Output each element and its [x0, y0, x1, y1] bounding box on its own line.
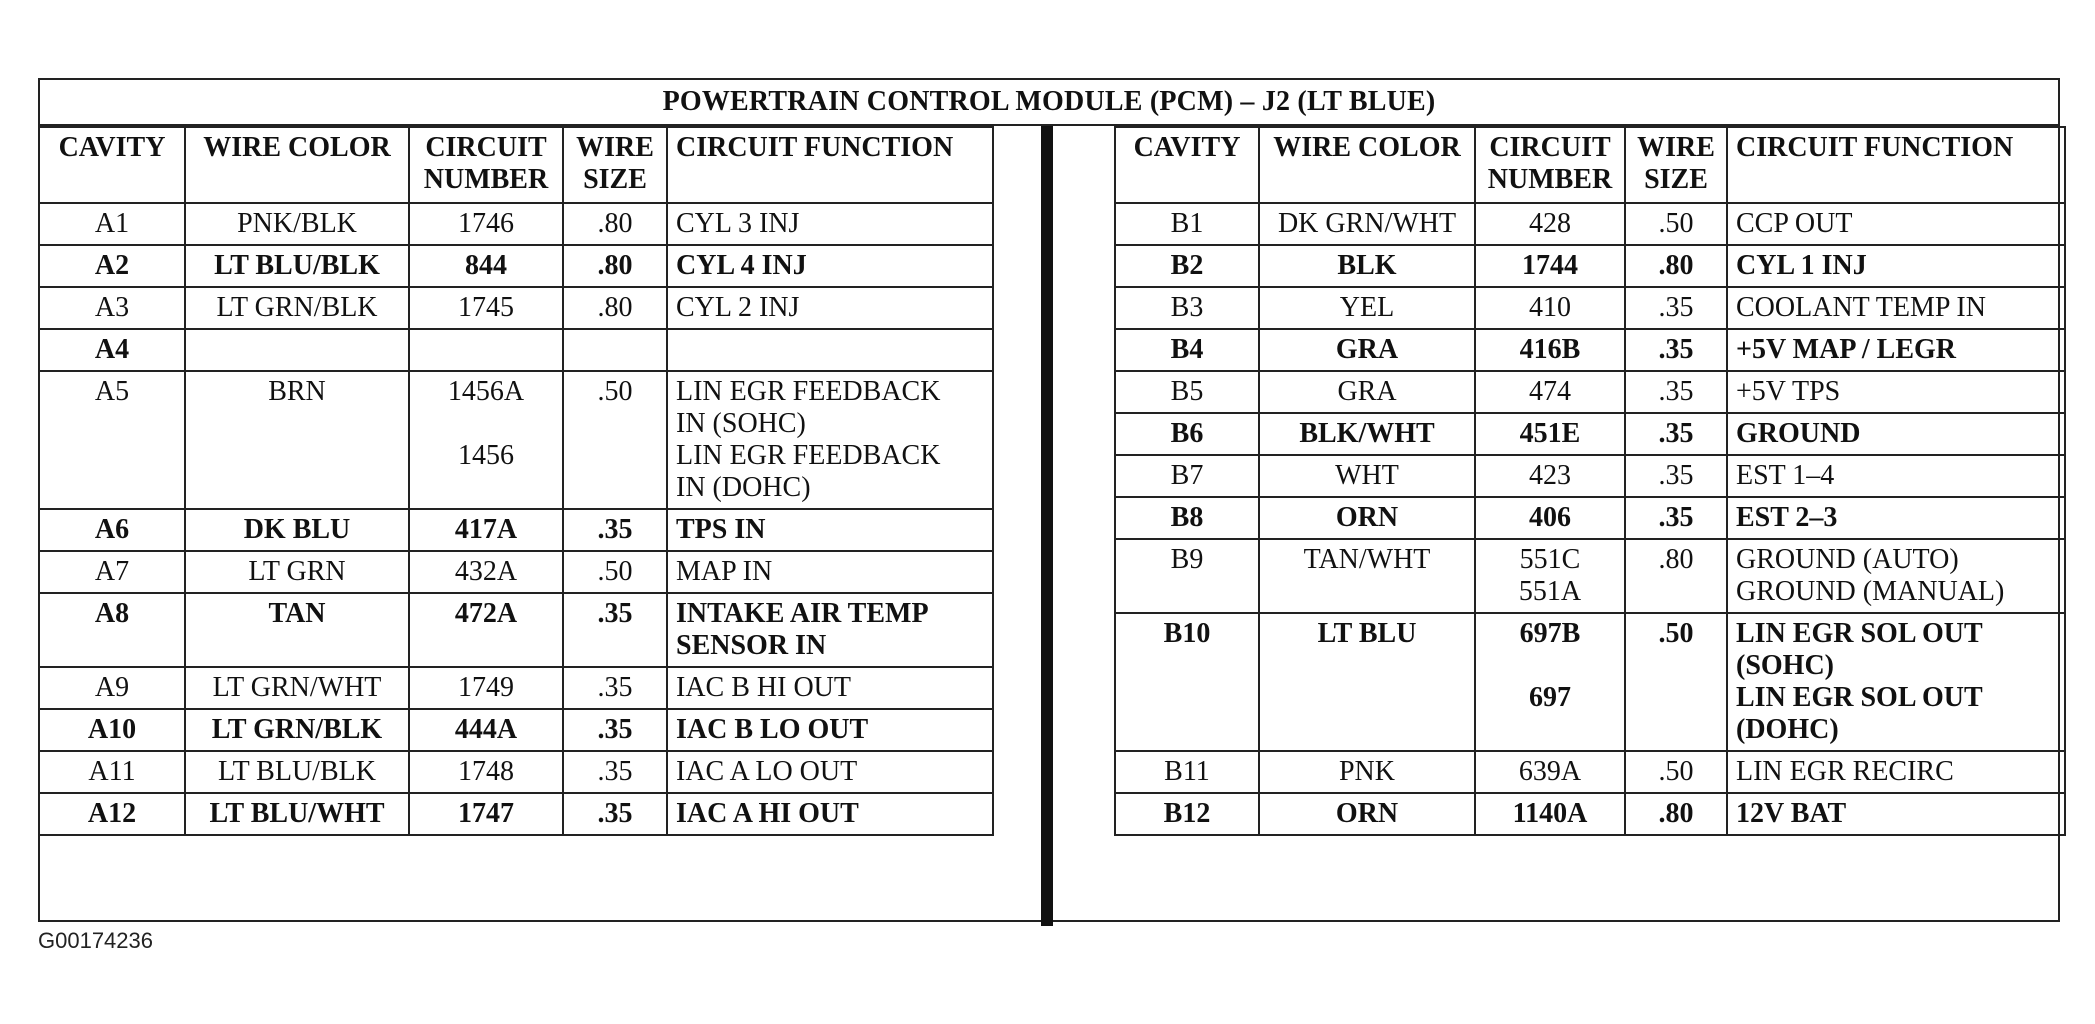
table-row — [39, 709, 993, 751]
table-row — [39, 751, 993, 793]
wire-size-cell: .35 — [1625, 497, 1727, 539]
header-wire-color: WIRE COLOR — [1259, 127, 1475, 203]
wire-color-cell: LT GRN/BLK — [185, 709, 409, 751]
circuit-function-cell: 12V BAT — [1727, 793, 2065, 835]
cavity-cell: A6 — [39, 509, 185, 551]
circuit-number-cell: 417A — [409, 509, 563, 551]
table-row — [1115, 287, 2065, 329]
cavity-cell: A8 — [39, 593, 185, 667]
table-title: POWERTRAIN CONTROL MODULE (PCM) – J2 (LT BLUE) — [40, 80, 2058, 126]
circuit-number-cell: 1749 — [409, 667, 563, 709]
header-row — [39, 127, 993, 203]
wire-color-cell: PNK/BLK — [185, 203, 409, 245]
wire-color-cell: LT BLU/WHT — [185, 793, 409, 835]
cavity-cell: A12 — [39, 793, 185, 835]
table-row — [1115, 793, 2065, 835]
table-row — [1115, 613, 2065, 751]
wire-color-cell: DK BLU — [185, 509, 409, 551]
wire-size-cell: .35 — [563, 709, 667, 751]
cavity-cell: B6 — [1115, 413, 1259, 455]
circuit-function-cell: INTAKE AIR TEMP SENSOR IN — [667, 593, 993, 667]
circuit-number-cell: 1746 — [409, 203, 563, 245]
wire-size-cell: .35 — [563, 667, 667, 709]
wire-color-cell: LT GRN/WHT — [185, 667, 409, 709]
circuit-function-cell: +5V TPS — [1727, 371, 2065, 413]
wire-size-cell: .35 — [1625, 329, 1727, 371]
circuit-number-cell: 844 — [409, 245, 563, 287]
circuit-number-cell: 416B — [1475, 329, 1625, 371]
wire-size-cell: .35 — [1625, 371, 1727, 413]
wire-size-cell: .80 — [1625, 793, 1727, 835]
wire-color-cell: TAN/WHT — [1259, 539, 1475, 613]
cavity-cell: B9 — [1115, 539, 1259, 613]
header-circuit-number: CIRCUIT NUMBER — [1475, 127, 1625, 203]
cavity-cell: B8 — [1115, 497, 1259, 539]
wire-size-cell: .35 — [1625, 287, 1727, 329]
circuit-function-cell — [667, 329, 993, 371]
header-row — [1115, 127, 2065, 203]
wire-size-cell: .80 — [1625, 539, 1727, 613]
wire-size-cell: .50 — [1625, 203, 1727, 245]
cavity-cell: A11 — [39, 751, 185, 793]
circuit-number-cell: 444A — [409, 709, 563, 751]
wire-color-cell: LT BLU/BLK — [185, 245, 409, 287]
wire-size-cell: .50 — [1625, 613, 1727, 751]
circuit-function-cell: GROUND (AUTO) GROUND (MANUAL) — [1727, 539, 2065, 613]
circuit-function-cell: CYL 1 INJ — [1727, 245, 2065, 287]
wire-color-cell — [185, 329, 409, 371]
circuit-number-cell: 697B 697 — [1475, 613, 1625, 751]
wire-color-cell: LT BLU/BLK — [185, 751, 409, 793]
table-row — [1115, 455, 2065, 497]
table-row — [39, 203, 993, 245]
wire-size-cell: .50 — [1625, 751, 1727, 793]
wire-color-cell: GRA — [1259, 329, 1475, 371]
wire-color-cell: TAN — [185, 593, 409, 667]
cavity-cell: A1 — [39, 203, 185, 245]
table-row — [1115, 329, 2065, 371]
wire-color-cell: PNK — [1259, 751, 1475, 793]
header-wire-size: WIRE SIZE — [563, 127, 667, 203]
circuit-number-cell: 432A — [409, 551, 563, 593]
cavity-cell: B12 — [1115, 793, 1259, 835]
header-circuit-number: CIRCUIT NUMBER — [409, 127, 563, 203]
circuit-function-cell: IAC B LO OUT — [667, 709, 993, 751]
circuit-number-cell: 551C 551A — [1475, 539, 1625, 613]
circuit-number-cell: 639A — [1475, 751, 1625, 793]
wire-color-cell: BLK — [1259, 245, 1475, 287]
wire-color-cell: BLK/WHT — [1259, 413, 1475, 455]
cavity-cell: B2 — [1115, 245, 1259, 287]
cavity-cell: B5 — [1115, 371, 1259, 413]
table-row — [39, 245, 993, 287]
wire-size-cell: .80 — [563, 287, 667, 329]
wire-size-cell: .80 — [563, 245, 667, 287]
cavity-cell: B3 — [1115, 287, 1259, 329]
table-row — [39, 551, 993, 593]
wire-color-cell: LT GRN — [185, 551, 409, 593]
circuit-number-cell: 1744 — [1475, 245, 1625, 287]
reference-code: G00174236 — [38, 928, 153, 953]
table-row — [1115, 497, 2065, 539]
cavity-cell: A5 — [39, 371, 185, 509]
circuit-function-cell: IAC A LO OUT — [667, 751, 993, 793]
table-row — [39, 371, 993, 509]
cavity-cell: B10 — [1115, 613, 1259, 751]
circuit-function-cell: CCP OUT — [1727, 203, 2065, 245]
circuit-function-cell: EST 1–4 — [1727, 455, 2065, 497]
circuit-number-cell: 423 — [1475, 455, 1625, 497]
circuit-function-cell: COOLANT TEMP IN — [1727, 287, 2065, 329]
wire-color-cell: BRN — [185, 371, 409, 509]
table-row — [39, 287, 993, 329]
circuit-function-cell: LIN EGR SOL OUT (SOHC) LIN EGR SOL OUT (DOHC) — [1727, 613, 2065, 751]
cavity-cell: B4 — [1115, 329, 1259, 371]
circuit-number-cell: 410 — [1475, 287, 1625, 329]
circuit-number-cell: 1745 — [409, 287, 563, 329]
wire-size-cell: .80 — [1625, 245, 1727, 287]
wire-color-cell: WHT — [1259, 455, 1475, 497]
cavity-cell: A3 — [39, 287, 185, 329]
circuit-function-cell: CYL 2 INJ — [667, 287, 993, 329]
wire-size-cell: .35 — [1625, 455, 1727, 497]
circuit-function-cell: GROUND — [1727, 413, 2065, 455]
circuit-function-cell: MAP IN — [667, 551, 993, 593]
connector-a-table — [38, 126, 994, 836]
circuit-function-cell: IAC A HI OUT — [667, 793, 993, 835]
wire-size-cell: .50 — [563, 551, 667, 593]
circuit-number-cell — [409, 329, 563, 371]
wire-color-cell: YEL — [1259, 287, 1475, 329]
header-circuit-function: CIRCUIT FUNCTION — [667, 127, 993, 203]
circuit-number-cell: 428 — [1475, 203, 1625, 245]
connector-b-table — [1114, 126, 2066, 836]
wire-color-cell: LT BLU — [1259, 613, 1475, 751]
table-row — [1115, 413, 2065, 455]
circuit-function-cell: LIN EGR FEEDBACK IN (SOHC) LIN EGR FEEDBACK IN (DOHC) — [667, 371, 993, 509]
table-row — [1115, 371, 2065, 413]
circuit-function-cell: EST 2–3 — [1727, 497, 2065, 539]
header-wire-size: WIRE SIZE — [1625, 127, 1727, 203]
wire-size-cell: .35 — [563, 593, 667, 667]
circuit-number-cell: 1748 — [409, 751, 563, 793]
wire-size-cell: .35 — [563, 793, 667, 835]
pinout-table — [38, 78, 2060, 922]
wire-color-cell: ORN — [1259, 793, 1475, 835]
circuit-number-cell: 1456A 1456 — [409, 371, 563, 509]
table-row — [1115, 539, 2065, 613]
cavity-cell: A7 — [39, 551, 185, 593]
cavity-cell: B1 — [1115, 203, 1259, 245]
table-row — [1115, 751, 2065, 793]
circuit-number-cell: 474 — [1475, 371, 1625, 413]
header-cavity: CAVITY — [39, 127, 185, 203]
wire-size-cell — [563, 329, 667, 371]
circuit-number-cell: 1747 — [409, 793, 563, 835]
table-row — [1115, 245, 2065, 287]
table-row — [39, 329, 993, 371]
circuit-function-cell: +5V MAP / LEGR — [1727, 329, 2065, 371]
wire-color-cell: LT GRN/BLK — [185, 287, 409, 329]
table-row — [1115, 203, 2065, 245]
circuit-number-cell: 472A — [409, 593, 563, 667]
cavity-cell: A2 — [39, 245, 185, 287]
column-divider — [1041, 126, 1053, 926]
wire-color-cell: DK GRN/WHT — [1259, 203, 1475, 245]
circuit-function-cell: CYL 4 INJ — [667, 245, 993, 287]
wire-color-cell: ORN — [1259, 497, 1475, 539]
wire-size-cell: .35 — [1625, 413, 1727, 455]
table-row — [39, 793, 993, 835]
circuit-function-cell: LIN EGR RECIRC — [1727, 751, 2065, 793]
circuit-number-cell: 406 — [1475, 497, 1625, 539]
wire-size-cell: .35 — [563, 751, 667, 793]
table-row — [39, 667, 993, 709]
wire-color-cell: GRA — [1259, 371, 1475, 413]
cavity-cell: A4 — [39, 329, 185, 371]
wire-size-cell: .35 — [563, 509, 667, 551]
circuit-function-cell: IAC B HI OUT — [667, 667, 993, 709]
wire-size-cell: .80 — [563, 203, 667, 245]
cavity-cell: A10 — [39, 709, 185, 751]
cavity-cell: A9 — [39, 667, 185, 709]
circuit-function-cell: CYL 3 INJ — [667, 203, 993, 245]
circuit-number-cell: 451E — [1475, 413, 1625, 455]
circuit-number-cell: 1140A — [1475, 793, 1625, 835]
table-row — [39, 593, 993, 667]
header-circuit-function: CIRCUIT FUNCTION — [1727, 127, 2065, 203]
cavity-cell: B7 — [1115, 455, 1259, 497]
header-wire-color: WIRE COLOR — [185, 127, 409, 203]
table-row — [39, 509, 993, 551]
header-cavity: CAVITY — [1115, 127, 1259, 203]
circuit-function-cell: TPS IN — [667, 509, 993, 551]
cavity-cell: B11 — [1115, 751, 1259, 793]
wire-size-cell: .50 — [563, 371, 667, 509]
